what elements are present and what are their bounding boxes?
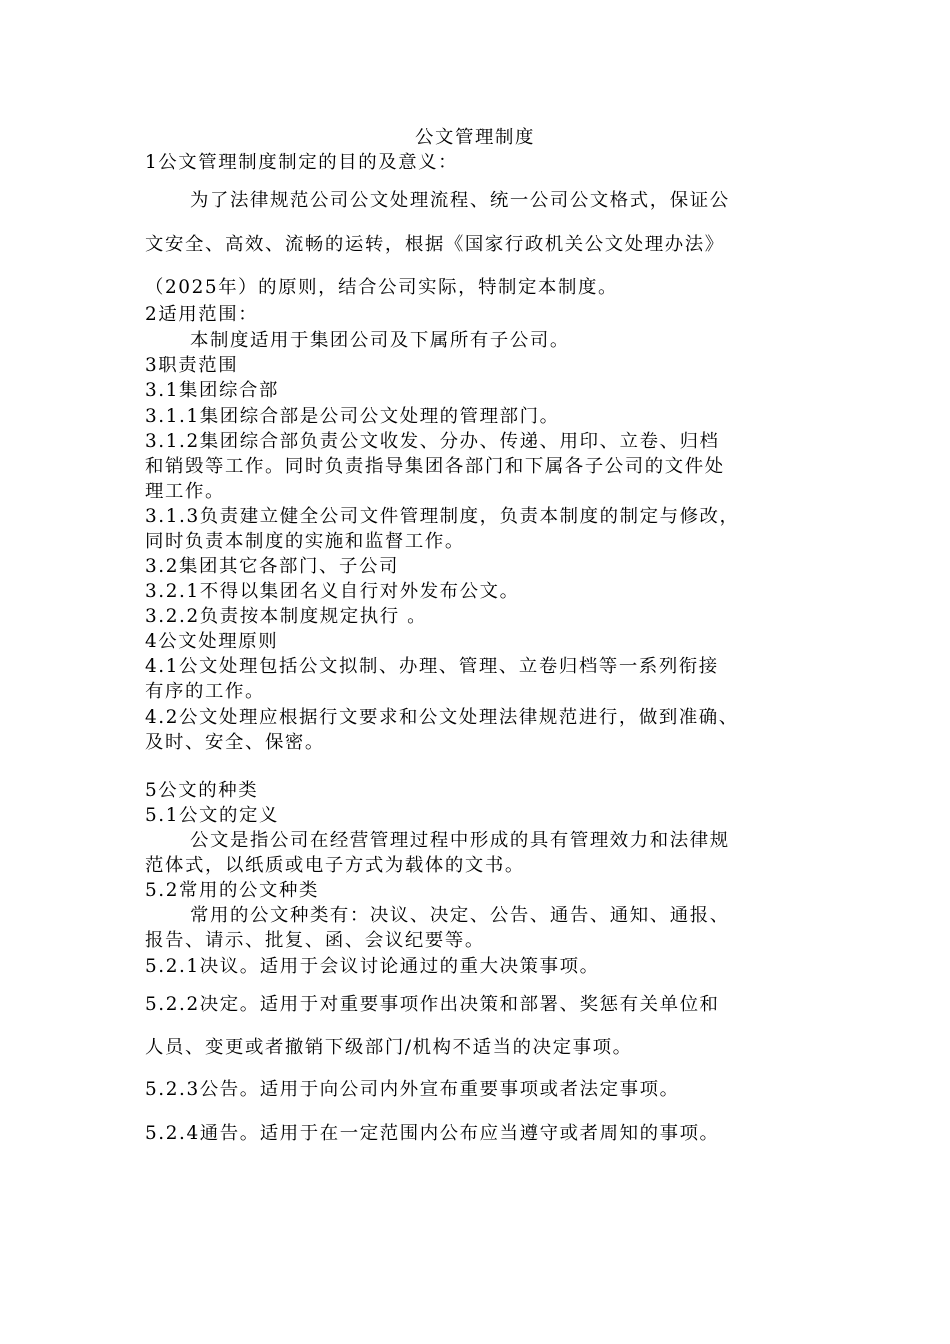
clause-3-1-2-line-2: 和销毁等工作。同时负责指导集团各部门和下属各子公司的文件处 xyxy=(145,456,725,477)
section-2-heading: 2适用范围： xyxy=(145,304,259,325)
clause-5-1-paragraph-line-2: 范体式，以纸质或电子方式为载体的文书。 xyxy=(145,855,525,876)
clause-3-2-2: 3.2.2负责按本制度规定执行 。 xyxy=(145,606,428,627)
clause-5-2-3: 5.2.3公告。适用于向公司内外宣布重要事项或者法定事项。 xyxy=(145,1079,680,1100)
clause-5-1-paragraph-line-1: 公文是指公司在经营管理过程中形成的具有管理效力和法律规 xyxy=(190,830,730,851)
clause-4-2-line-2: 及时、安全、保密。 xyxy=(145,732,325,753)
section-1-heading: 1公文管理制度制定的目的及意义： xyxy=(145,152,459,173)
clause-3-1-3-line-1: 3.1.3负责建立健全公司文件管理制度，负责本制度的制定与修改， xyxy=(145,506,740,527)
section-1-paragraph-line-1: 为了法律规范公司公文处理流程、统一公司公文格式，保证公 xyxy=(190,190,730,211)
clause-4-1-line-2: 有序的工作。 xyxy=(145,681,265,702)
clause-5-2-2-line-2: 人员、变更或者撤销下级部门/机构不适当的决定事项。 xyxy=(145,1037,633,1058)
clause-3-1-3-line-2: 同时负责本制度的实施和监督工作。 xyxy=(145,531,465,552)
clause-3-2: 3.2集团其它各部门、子公司 xyxy=(145,556,399,577)
clause-4-1-line-1: 4.1公文处理包括公文拟制、办理、管理、立卷归档等一系列衔接 xyxy=(145,656,719,677)
clause-5-2-4: 5.2.4通告。适用于在一定范围内公布应当遵守或者周知的事项。 xyxy=(145,1123,720,1144)
clause-3-1-2-line-1: 3.1.2集团综合部负责公文收发、分办、传递、用印、立卷、归档 xyxy=(145,431,720,452)
clause-5-2: 5.2常用的公文种类 xyxy=(145,880,319,901)
section-4-heading: 4公文处理原则 xyxy=(145,631,279,652)
clause-3-1-2-line-3: 理工作。 xyxy=(145,481,225,502)
clause-5-2-2-line-1: 5.2.2决定。适用于对重要事项作出决策和部署、奖惩有关单位和 xyxy=(145,994,720,1015)
clause-5-1: 5.1公文的定义 xyxy=(145,805,280,826)
clause-3-1: 3.1集团综合部 xyxy=(145,380,280,401)
section-2-paragraph: 本制度适用于集团公司及下属所有子公司。 xyxy=(190,330,570,351)
section-1-paragraph-line-2: 文安全、高效、流畅的运转，根据《国家行政机关公文处理办法》 xyxy=(145,234,725,255)
section-1-paragraph-line-3: （2025年）的原则，结合公司实际，特制定本制度。 xyxy=(145,277,619,298)
clause-3-1-1: 3.1.1集团综合部是公司公文处理的管理部门。 xyxy=(145,406,560,427)
clause-4-2-line-1: 4.2公文处理应根据行文要求和公文处理法律规范进行，做到准确、 xyxy=(145,707,739,728)
clause-3-2-1: 3.2.1不得以集团名义自行对外发布公文。 xyxy=(145,581,520,602)
page-title: 公文管理制度 xyxy=(415,127,535,148)
clause-5-2-1: 5.2.1决议。适用于会议讨论通过的重大决策事项。 xyxy=(145,956,600,977)
clause-5-2-paragraph-line-1: 常用的公文种类有：决议、决定、公告、通告、通知、通报、 xyxy=(190,905,730,926)
section-3-heading: 3职责范围 xyxy=(145,355,239,376)
clause-5-2-paragraph-line-2: 报告、请示、批复、函、会议纪要等。 xyxy=(145,930,485,951)
section-5-heading: 5公文的种类 xyxy=(145,780,259,801)
